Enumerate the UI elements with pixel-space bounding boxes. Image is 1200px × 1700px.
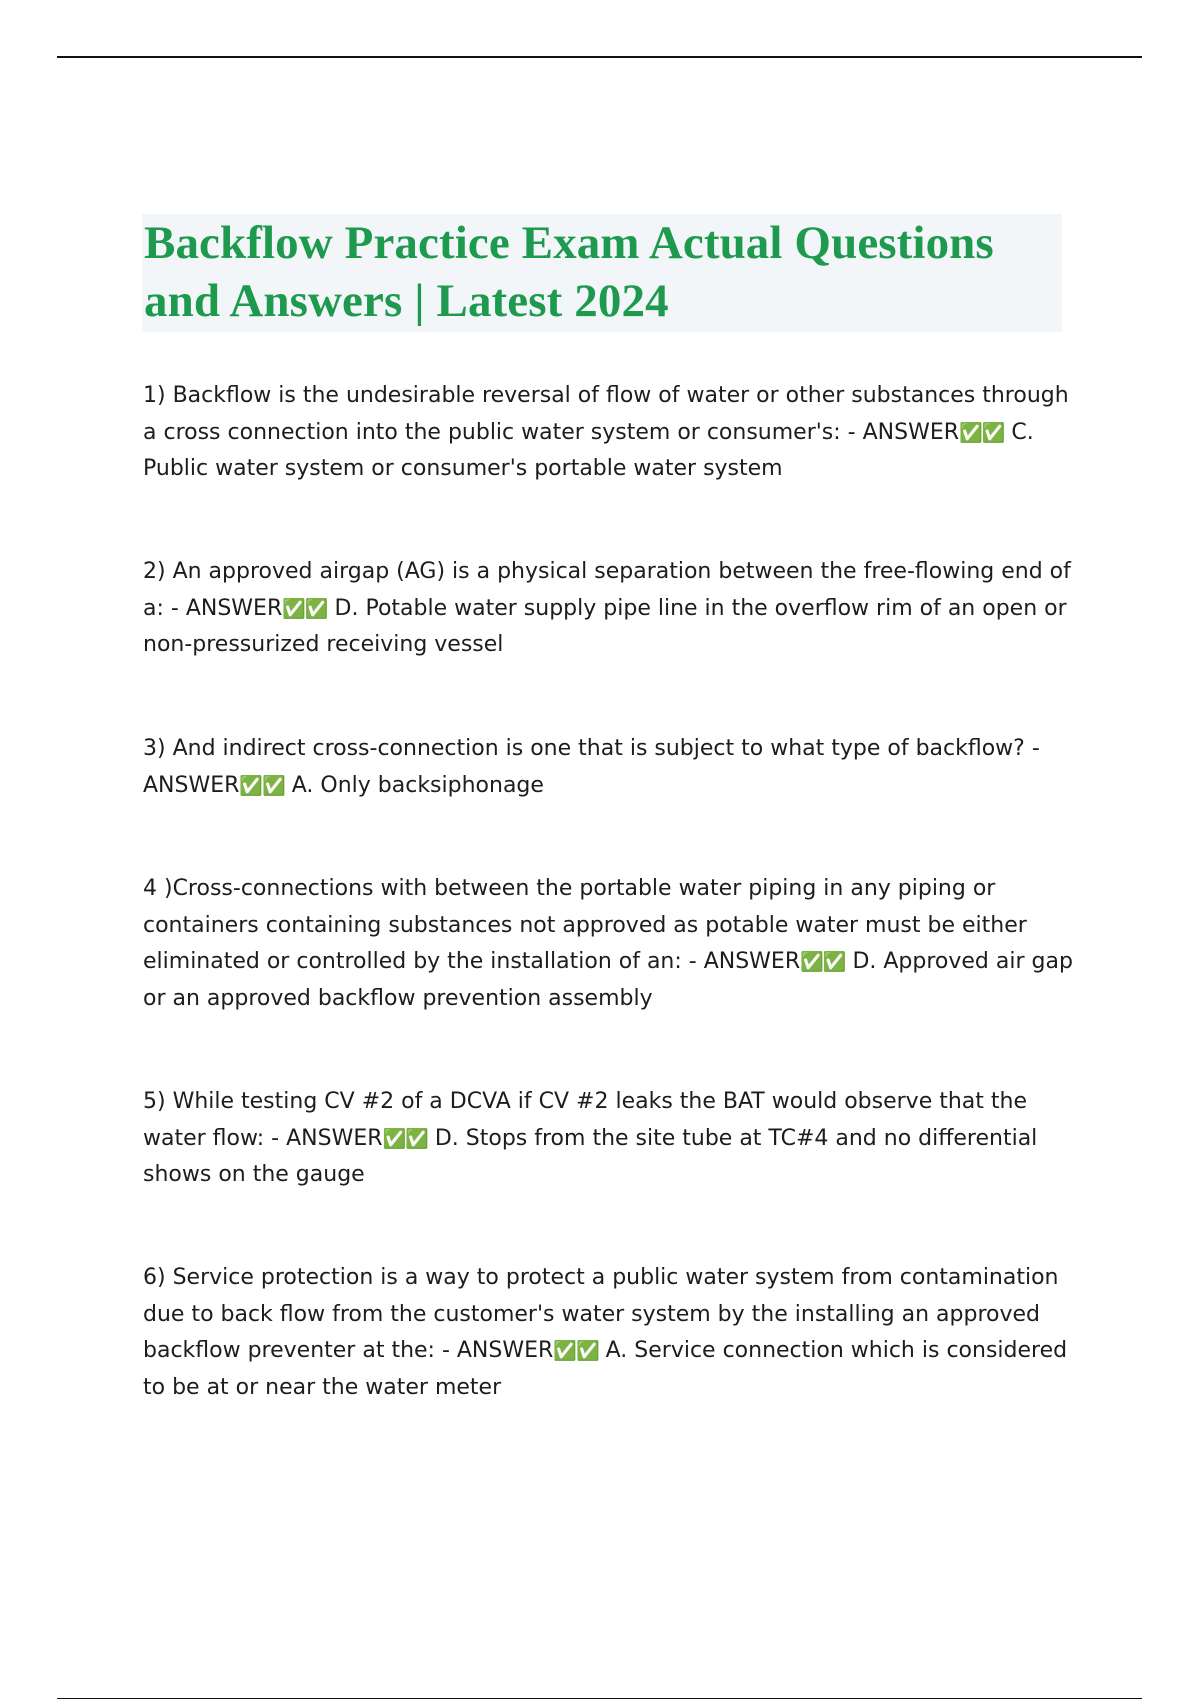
check-mark-icon: ✅✅ <box>800 951 846 973</box>
qa-item-6 <box>143 1260 1073 1406</box>
header-rule <box>57 56 1142 58</box>
answer-text: A. Only backsiphonage <box>284 772 544 798</box>
qa-item-2 <box>143 554 1073 664</box>
answer-text: C. Public water system or consumer's portable water system <box>143 419 1034 481</box>
check-mark-icon: ✅✅ <box>382 1127 428 1150</box>
footer-rule <box>57 1698 1142 1699</box>
question-text: 5) While testing CV #2 of a DCVA if CV #2 leaks the BAT would observe that the water flow: - ANSWER <box>143 1089 1027 1151</box>
answer-text: D. Potable water supply pipe line in the overflow rim of an open or non-pressurized receiving vessel <box>143 595 1067 657</box>
title-block <box>142 214 1062 332</box>
qa-item-4 <box>143 871 1073 1017</box>
question-text: 2) An approved airgap (AG) is a physical separation between the free-flowing end of a: - ANSWER <box>143 559 1071 621</box>
qa-item-5 <box>143 1084 1073 1194</box>
question-text: 3) And indirect cross-connection is one that is subject to what type of backflow? - ANSWER <box>143 736 1040 798</box>
question-text: 6) Service protection is a way to protect a public water system from contamination due to back flow from the customer's water system by the installing an approved backflow preventer at the: - ANSWER <box>143 1265 1059 1363</box>
check-mark-icon: ✅✅ <box>959 421 1005 444</box>
question-text: 4 )Cross-connections with between the portable water piping in any piping or containers containing substances not approved as potable water must be either eliminated or controlled by the installation of an: - ANSWER <box>143 876 1027 974</box>
qa-item-3 <box>143 731 1073 804</box>
check-mark-icon: ✅✅ <box>282 597 328 620</box>
check-mark-icon: ✅✅ <box>239 774 285 797</box>
check-mark-icon: ✅✅ <box>553 1340 599 1362</box>
answer-text: A. Service connection which is considered to be at or near the water meter <box>143 1338 1068 1400</box>
answer-text: D. Stops from the site tube at TC#4 and no differential shows on the gauge <box>143 1125 1038 1187</box>
answer-text: D. Approved air gap or an approved backflow prevention assembly <box>143 949 1073 1011</box>
qa-item-1 <box>143 378 1073 488</box>
question-text: 1) Backflow is the undesirable reversal of flow of water or other substances through a cross connection into the public water system or consumer's: - ANSWER <box>143 383 1069 445</box>
document-title: Backflow Practice Exam Actual Questions and Answers | Latest 2024 <box>144 217 994 327</box>
